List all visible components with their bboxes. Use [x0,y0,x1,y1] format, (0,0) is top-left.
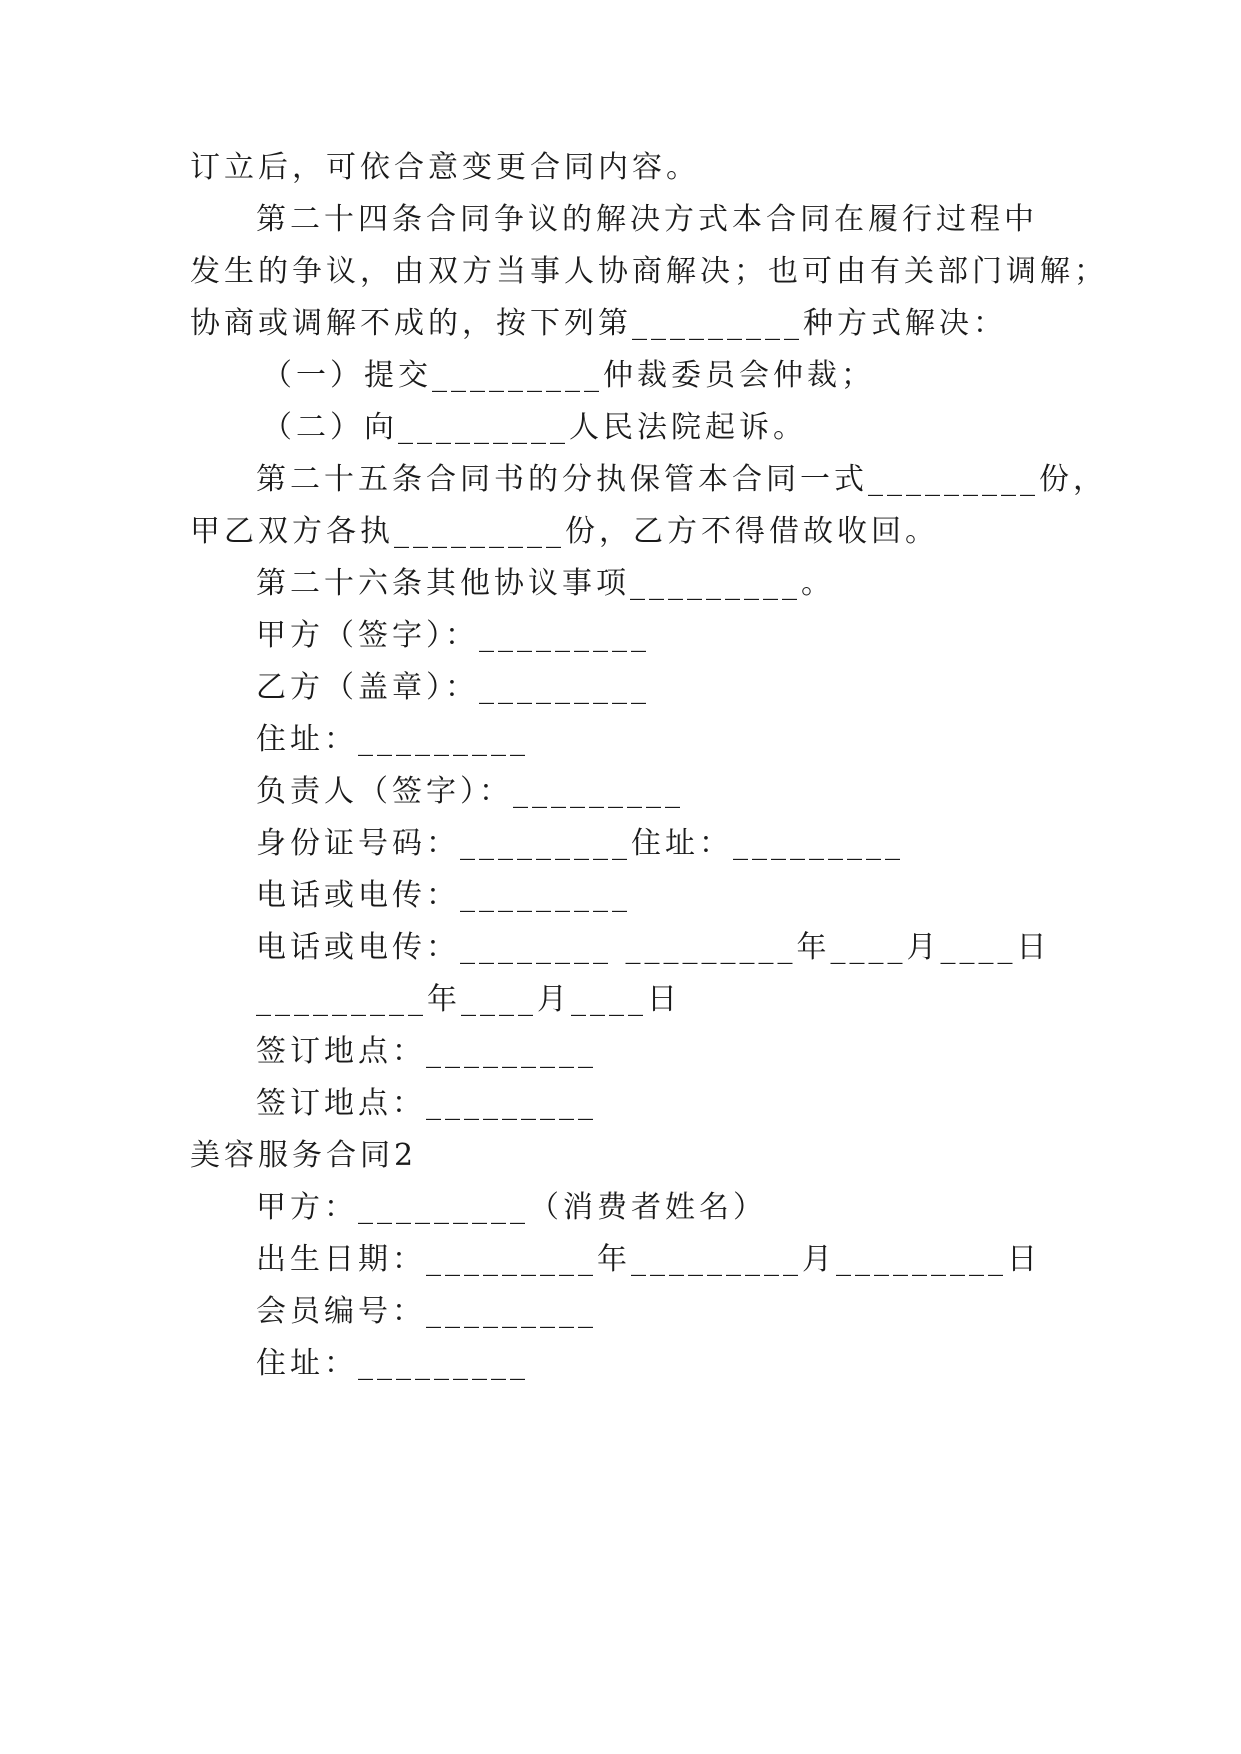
contract-2-title: 美容服务合同2 [190,1138,418,1173]
signing-place-field: 签订地点：_________ [256,1034,597,1069]
article-26-heading: 第二十六条其他协议事项_________。 [256,566,835,601]
member-number-field: 会员编号：_________ [256,1294,597,1329]
text-line: 订立后，可依合意变更合同内容。 [190,150,700,185]
article-25-heading: 第二十五条合同书的分执保管本合同一式_________份， [256,462,1107,497]
date-field: _________年____月____日 [256,982,681,1017]
responsible-person-field: 负责人（签字）：_________ [256,774,684,809]
party-a-signature-field: 甲方（签字）：_________ [256,618,650,653]
signing-place-field: 签订地点：_________ [256,1086,597,1121]
phone-field: 电话或电传：_________ [256,878,631,913]
option-1: （一）提交_________仲裁委员会仲裁； [262,358,875,393]
option-2: （二）向_________人民法院起诉。 [262,410,807,445]
party-a-name-field: 甲方：_________（消费者姓名） [256,1190,767,1225]
address-field: 住址：_________ [256,1346,529,1381]
text-line: 甲乙双方各执_________份，乙方不得借故收回。 [190,514,939,549]
text-line: 协商或调解不成的，按下列第_________种方式解决： [190,306,1007,341]
address-field: 住址：_________ [256,722,529,757]
text-line: 发生的争议，由双方当事人协商解决；也可由有关部门调解； [190,254,1108,289]
article-24-heading: 第二十四条合同争议的解决方式本合同在履行过程中 [256,202,1038,237]
birth-date-field: 出生日期：_________年_________月_________日 [256,1242,1041,1277]
phone-date-field: 电话或电传：________ _________年____月____日 [256,930,1051,965]
id-number-field: 身份证号码：_________住址：_________ [256,826,904,861]
party-b-seal-field: 乙方（盖章）：_________ [256,670,650,705]
